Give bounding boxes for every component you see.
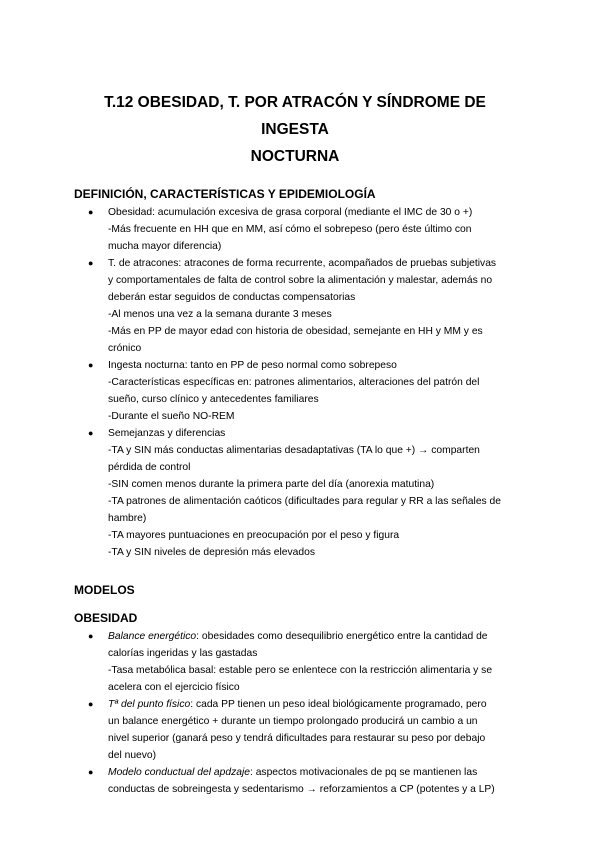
item-text: mucha mayor diferencia)	[108, 241, 222, 252]
item-text: Obesidad: acumulación excesiva de grasa corporal (mediante el IMC de 30 o +)	[108, 207, 473, 218]
bullet-icon: ●	[88, 631, 94, 641]
item-term: Balance energético	[108, 631, 197, 642]
title-line-1: T.12 OBESIDAD, T. POR ATRACÓN Y SÍNDROME DE INGESTA	[104, 94, 486, 138]
item-text: -TA y SIN niveles de depresión más elevados	[108, 547, 315, 558]
item-text: -Características específicas en: patrones alimentarios, alteraciones del patrón del	[108, 377, 480, 388]
section-heading-definicion: DEFINICIÓN, CARACTERÍSTICAS Y EPIDEMIOLOGÍA	[74, 187, 376, 201]
item-text: pérdida de control	[108, 462, 191, 473]
item-text: deberán estar seguidos de conductas compensatorias	[108, 292, 356, 303]
section-heading-obesidad: OBESIDAD	[74, 611, 138, 625]
item-text: -Durante el sueño NO-REM	[108, 411, 235, 422]
item-text: -Más en PP de mayor edad con historia de obesidad, semejante en HH y MM y es	[108, 326, 483, 337]
item-text: : obesidades como desequilibrio energético entre la cantidad de	[196, 631, 488, 642]
item-text: hambre)	[108, 513, 147, 524]
item-text: -Más frecuente en HH que en MM, así cómo el sobrepeso (pero éste último con	[108, 224, 472, 235]
item-text: -TA patrones de alimentación caóticos (dificultades para regular y RR a las señales de	[108, 496, 502, 507]
item-text: y comportamentales de falta de control sobre la alimentación y malestar, además no	[108, 275, 493, 286]
item-text: -Al menos una vez a la semana durante 3 meses	[108, 309, 332, 320]
item-text: Semejanzas y diferencias	[108, 428, 226, 439]
document-title	[74, 0, 516, 170]
definicion-list	[74, 204, 516, 561]
item-term: Tª del punto físico	[108, 699, 191, 710]
section-heading-modelos: MODELOS	[74, 583, 135, 597]
item-term: Modelo conductual del apdzaje	[108, 767, 250, 778]
bullet-icon: ●	[88, 428, 94, 438]
item-text: -Tasa metabólica basal: estable pero se enlentece con la restricción alimentaria y se	[108, 665, 493, 676]
list-item	[74, 255, 516, 357]
item-text: calorías ingeridas y las gastadas	[108, 648, 258, 659]
item-text: -TA y SIN más conductas alimentarias desadaptativas (TA lo que +) → comparten	[108, 445, 480, 456]
item-text: : aspectos motivacionales de pq se mantienen las	[249, 767, 478, 778]
item-text: nivel superior (ganará peso y tendrá dificultades para restaurar su peso por debajo	[108, 733, 486, 744]
item-text: crónico	[108, 343, 142, 354]
item-text: del nuevo)	[108, 750, 157, 761]
bullet-icon: ●	[88, 767, 94, 777]
list-item	[74, 696, 516, 764]
bullet-icon: ●	[88, 258, 94, 268]
bullet-icon: ●	[88, 699, 94, 709]
item-text: T. de atracones: atracones de forma recurrente, acompañados de pruebas subjetivas	[108, 258, 497, 269]
item-text: -SIN comen menos durante la primera parte del día (anorexia matutina)	[108, 479, 435, 490]
item-text: un balance energético + durante un tiempo prolongado producirá un cambio a un	[108, 716, 478, 727]
obesidad-list	[74, 628, 516, 798]
list-item	[74, 357, 516, 425]
item-text: sueño, curso clínico y antecedentes familiares	[108, 394, 319, 405]
bullet-icon: ●	[88, 207, 94, 217]
item-text: Ingesta nocturna: tanto en PP de peso normal como sobrepeso	[108, 360, 397, 371]
list-item	[74, 204, 516, 255]
list-item	[74, 764, 516, 798]
title-line-2: NOCTURNA	[250, 148, 340, 165]
bullet-icon: ●	[88, 360, 94, 370]
item-text: acelera con el ejercicio físico	[108, 682, 240, 693]
item-text: -TA mayores puntuaciones en preocupación por el peso y figura	[108, 530, 400, 541]
list-item	[74, 425, 516, 561]
item-text: conductas de sobreingesta y sedentarismo → reforzamientos a CP (potentes y a LP)	[108, 784, 495, 795]
item-text: : cada PP tienen un peso ideal biológicamente programado, pero	[190, 699, 487, 710]
list-item	[74, 628, 516, 696]
